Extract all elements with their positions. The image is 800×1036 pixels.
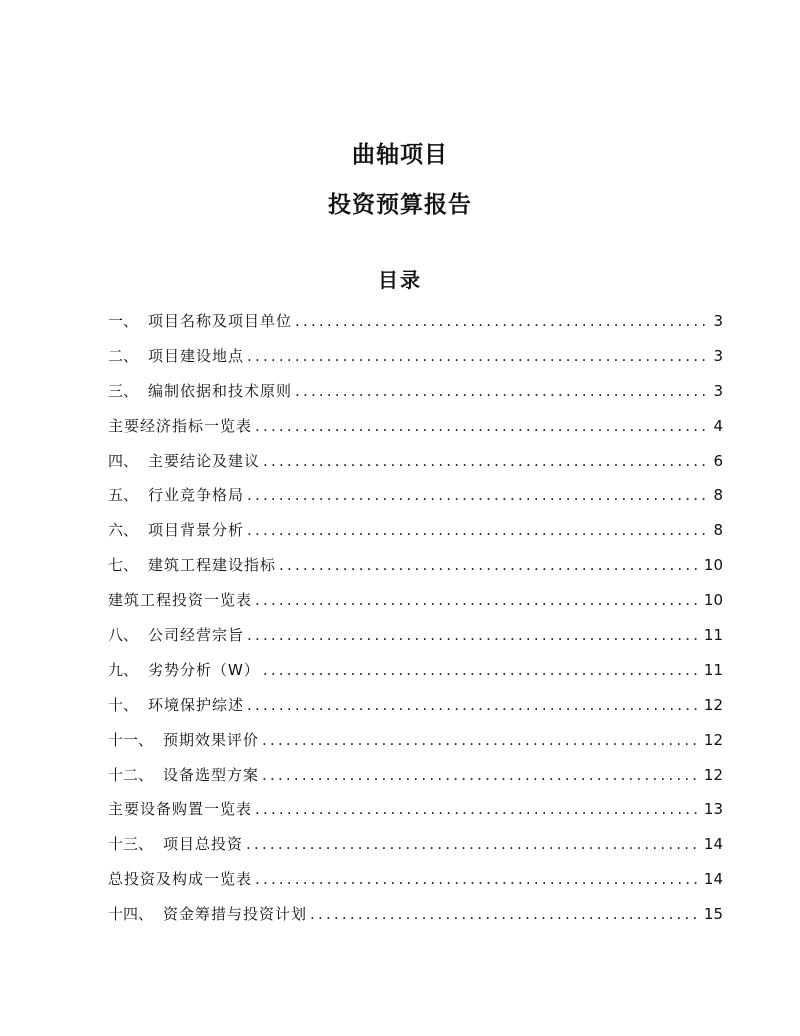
- toc-entry-page: 12: [703, 765, 723, 784]
- toc-entry[interactable]: [108, 519, 723, 554]
- toc-entry-number: 八、: [108, 626, 139, 645]
- toc-entry-label: 总投资及构成一览表: [108, 870, 253, 889]
- toc-dot-leader: [263, 661, 701, 679]
- toc-entry[interactable]: [108, 310, 723, 345]
- toc-entry-label: 环境保护综述: [148, 695, 245, 714]
- toc-entry-label: 建筑工程投资一览表: [108, 591, 253, 610]
- toc-entry[interactable]: [108, 903, 723, 938]
- toc-dot-leader: [247, 486, 710, 504]
- toc-entry-number: 十一、: [108, 730, 154, 749]
- toc-entry-label: 编制依据和技术原则: [148, 381, 293, 400]
- toc-entry-number: 七、: [108, 556, 139, 575]
- toc-entry[interactable]: [108, 484, 723, 519]
- toc-entry-number: 一、: [108, 312, 139, 330]
- toc-entry-page: 11: [703, 626, 723, 645]
- toc-entry[interactable]: [108, 415, 723, 450]
- toc-entry-label: 主要经济指标一览表: [108, 416, 253, 435]
- toc-entry-page: 10: [703, 591, 723, 610]
- toc-dot-leader: [295, 382, 710, 400]
- toc-entry-page: 11: [703, 660, 723, 679]
- toc-entry-number: 九、: [108, 660, 139, 679]
- toc-entry-label: 主要设备购置一览表: [108, 800, 253, 819]
- toc-entry-page: 15: [703, 905, 723, 924]
- toc-entry-label: 预期效果评价: [163, 730, 260, 749]
- toc-entry-page: 13: [703, 800, 723, 819]
- toc-dot-leader: [247, 347, 710, 365]
- toc-entry-label: 主要结论及建议: [148, 451, 261, 470]
- toc-entry-page: 12: [703, 730, 723, 749]
- toc-entry[interactable]: [108, 345, 723, 380]
- toc-entry-label: 设备选型方案: [163, 765, 260, 784]
- toc-entry-label: 行业竞争格局: [148, 486, 245, 505]
- toc-entry[interactable]: [108, 798, 723, 833]
- toc-dot-leader: [262, 766, 701, 784]
- toc-entry-number: 三、: [108, 381, 139, 400]
- toc-entry-number: 十三、: [108, 835, 154, 854]
- toc-entry[interactable]: [108, 450, 723, 485]
- toc-entry-label: 建筑工程建设指标: [148, 556, 277, 575]
- toc-entry-number: 十二、: [108, 765, 154, 784]
- toc-dot-leader: [247, 626, 701, 644]
- toc-entry-page: 3: [713, 381, 723, 400]
- toc-entry-label: 项目总投资: [163, 835, 244, 854]
- toc-entry-number: 六、: [108, 521, 139, 540]
- toc-entry-page: 3: [713, 312, 723, 330]
- toc-entry-label: 项目名称及项目单位: [148, 312, 293, 330]
- table-of-contents: [108, 310, 723, 938]
- toc-dot-leader: [255, 800, 701, 818]
- toc-dot-leader: [255, 870, 701, 888]
- toc-entry-page: 6: [713, 451, 723, 470]
- toc-entry[interactable]: [108, 868, 723, 903]
- toc-entry-label: 资金筹措与投资计划: [163, 905, 308, 924]
- toc-dot-leader: [247, 696, 701, 714]
- toc-dot-leader: [255, 417, 710, 435]
- toc-entry[interactable]: [108, 624, 723, 659]
- toc-entry-page: 8: [713, 521, 723, 540]
- toc-entry-page: 12: [703, 695, 723, 714]
- toc-entry-number: 十、: [108, 695, 139, 714]
- toc-entry-label: 劣势分析（W）: [148, 660, 260, 679]
- document-subtitle: 投资预算报告: [328, 191, 472, 218]
- toc-entry-number: 十四、: [108, 905, 154, 924]
- toc-entry-label: 项目建设地点: [148, 346, 245, 365]
- toc-entry-number: 二、: [108, 346, 139, 365]
- toc-dot-leader: [246, 835, 701, 853]
- toc-entry-label: 项目背景分析: [148, 521, 245, 540]
- toc-entry-label: 公司经营宗旨: [148, 626, 245, 645]
- toc-dot-leader: [263, 452, 710, 470]
- toc-entry[interactable]: [108, 729, 723, 764]
- toc-entry-page: 8: [713, 486, 723, 505]
- toc-entry[interactable]: [108, 764, 723, 799]
- toc-dot-leader: [310, 905, 701, 923]
- toc-entry-page: 4: [713, 416, 723, 435]
- toc-entry-page: 10: [703, 556, 723, 575]
- toc-entry[interactable]: [108, 833, 723, 868]
- toc-entry-page: 14: [703, 835, 723, 854]
- document-title: 曲轴项目: [352, 141, 448, 168]
- toc-heading: 目录: [378, 268, 422, 292]
- toc-dot-leader: [295, 312, 710, 330]
- toc-entry[interactable]: [108, 694, 723, 729]
- toc-entry-page: 14: [703, 870, 723, 889]
- toc-entry-number: 四、: [108, 451, 139, 470]
- toc-dot-leader: [255, 591, 701, 609]
- toc-entry-number: 五、: [108, 486, 139, 505]
- toc-entry[interactable]: [108, 589, 723, 624]
- toc-dot-leader: [247, 521, 710, 539]
- toc-dot-leader: [279, 556, 701, 574]
- toc-entry[interactable]: [108, 380, 723, 415]
- toc-entry[interactable]: [108, 554, 723, 589]
- toc-dot-leader: [262, 731, 701, 749]
- toc-entry-page: 3: [713, 346, 723, 365]
- toc-entry[interactable]: [108, 659, 723, 694]
